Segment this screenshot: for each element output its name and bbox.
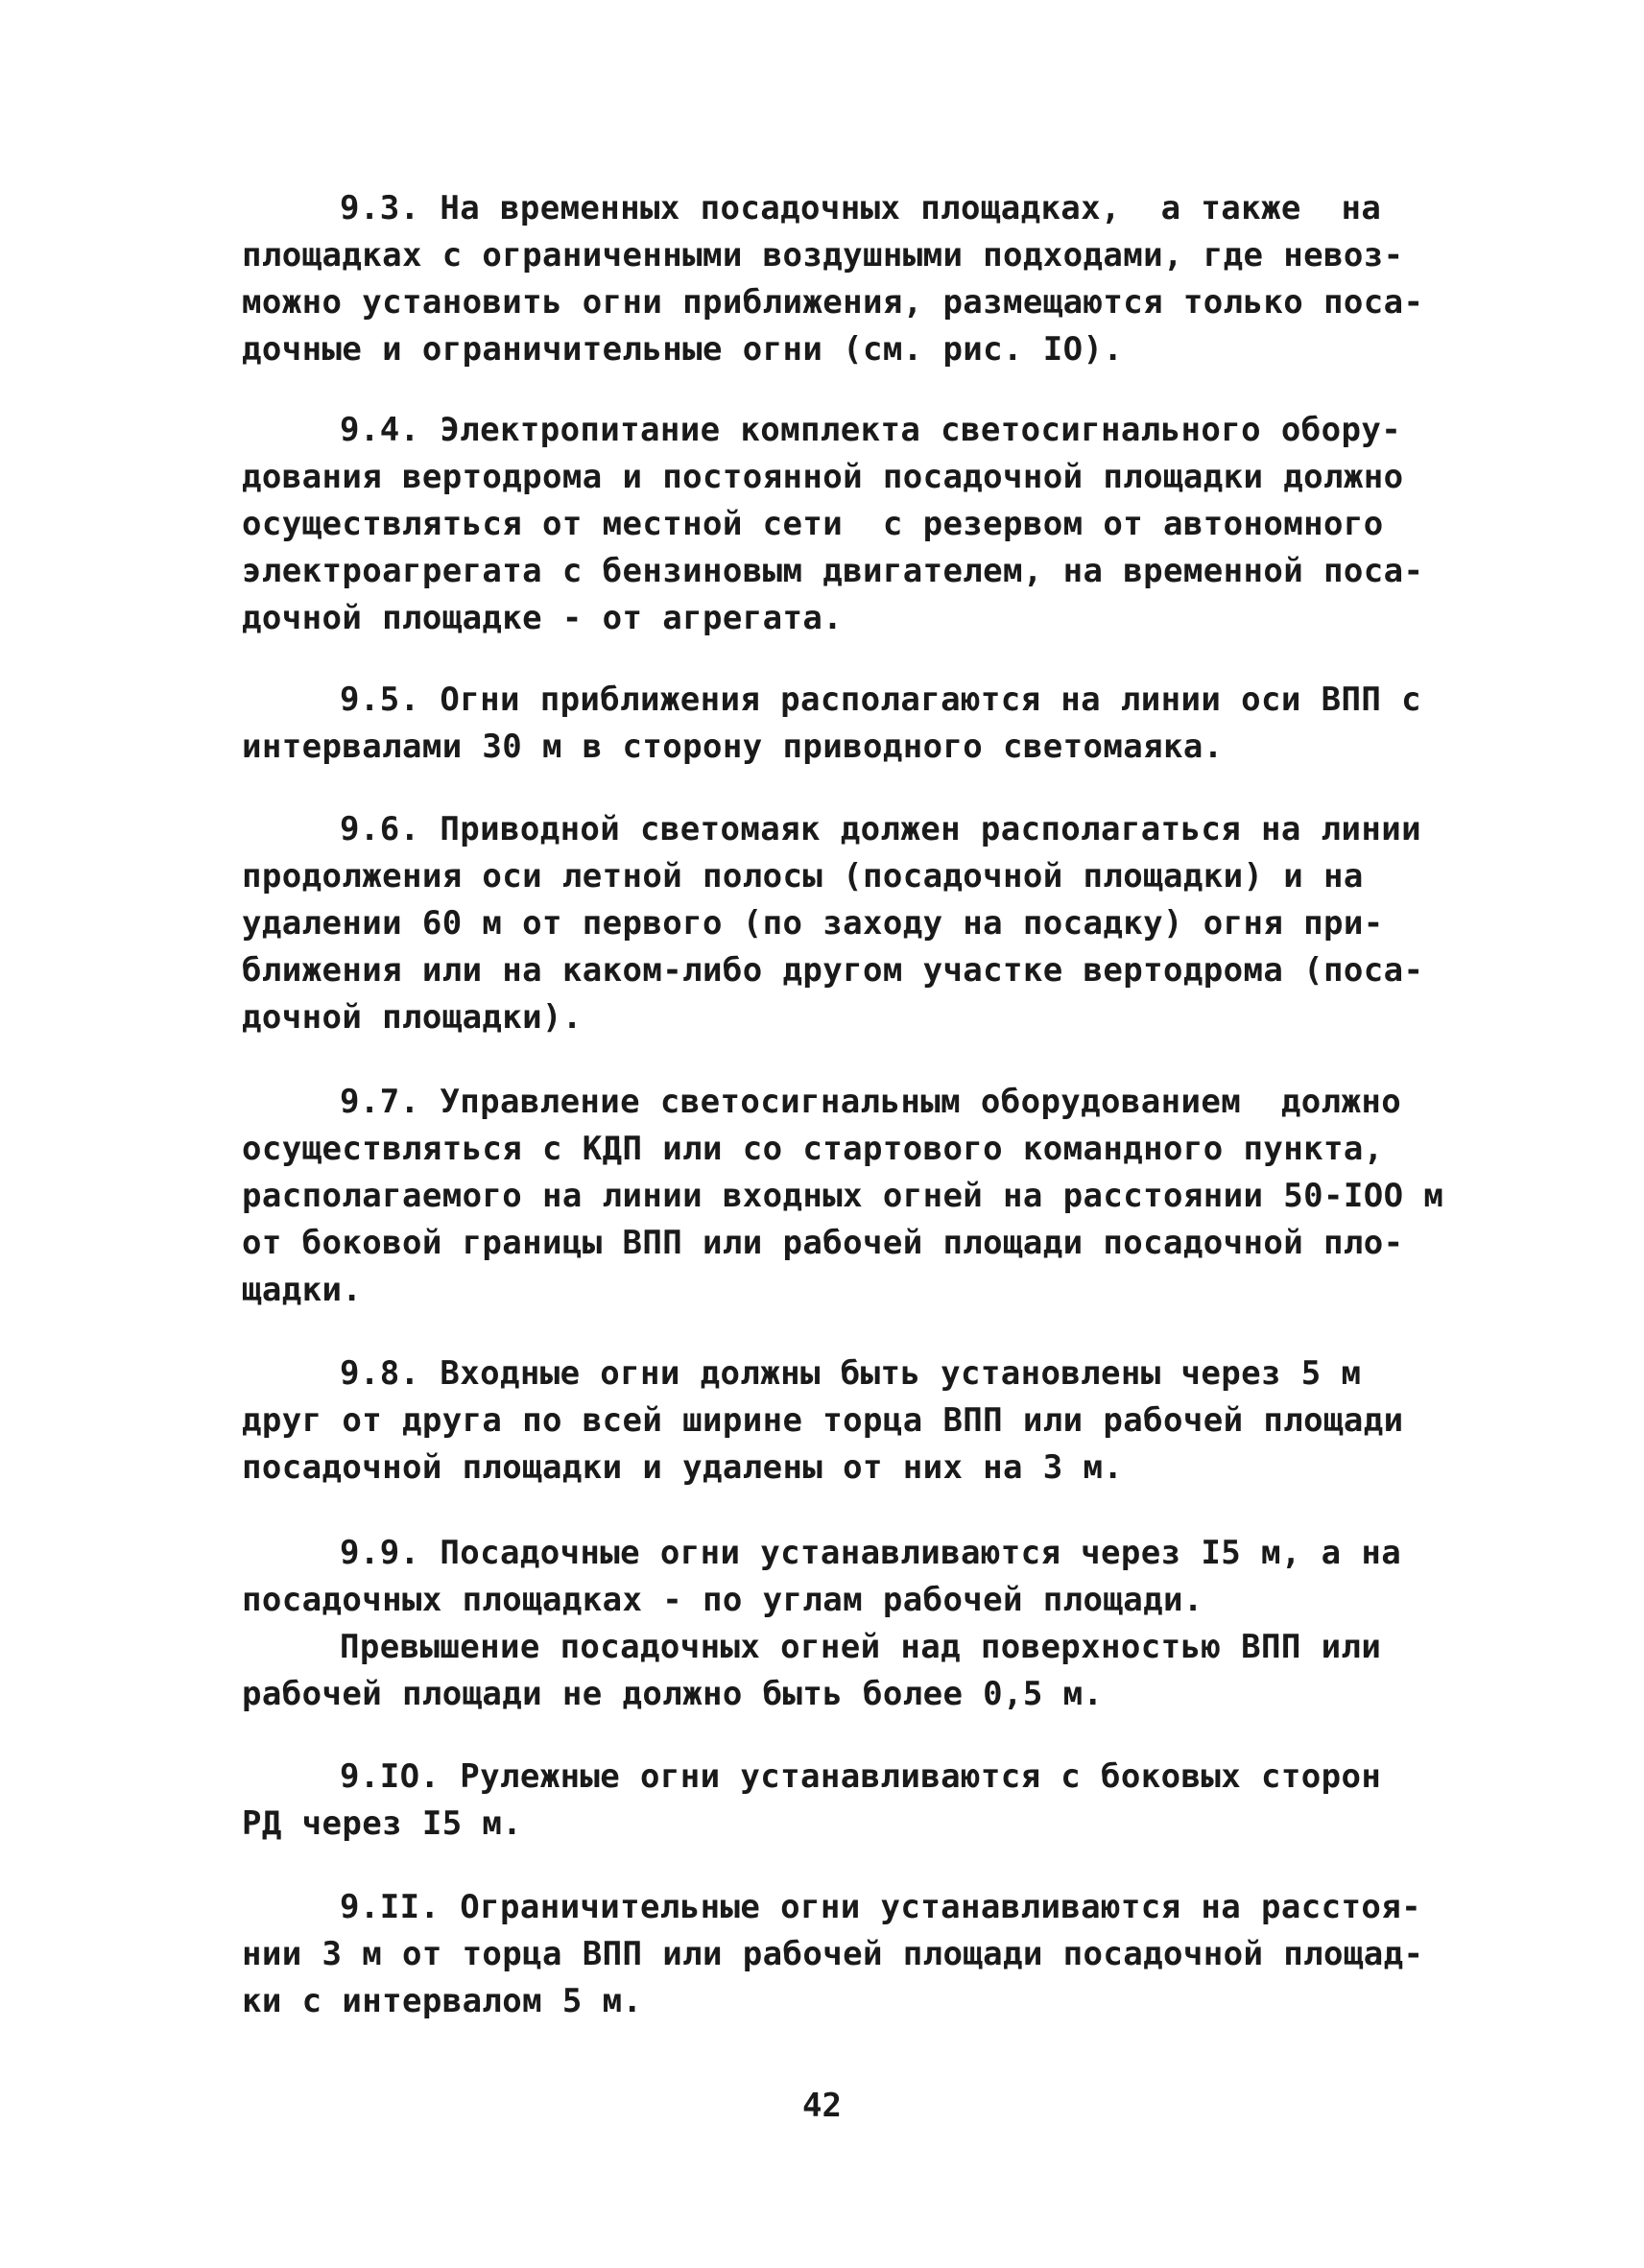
paragraph-9-3 xyxy=(242,185,1432,373)
text-line: 9.5. Огни приближения располагаются на линии оси ВПП с xyxy=(340,680,1421,719)
text-line: друг от друга по всей ширине торца ВПП или рабочей площади xyxy=(242,1401,1404,1440)
text-line: 9.6. Приводной светомаяк должен располагаться на линии xyxy=(340,810,1421,848)
text-line: посадочной площадки и удалены от них на 3 м. xyxy=(242,1448,1124,1487)
text-line: посадочных площадках - по углам рабочей площади. xyxy=(242,1581,1203,1619)
text-line: 9.II. Ограничительные огни устанавливаются на расстоя- xyxy=(340,1888,1421,1926)
paragraph-9-5 xyxy=(242,677,1432,771)
paragraph-9-8 xyxy=(242,1350,1432,1492)
text-line: осуществляться с КДП или со стартового командного пункта, xyxy=(242,1130,1384,1168)
text-line: 9.9. Посадочные огни устанавливаются через I5 м, а на xyxy=(340,1534,1402,1572)
text-line: осуществляться от местной сети с резервом от автономного xyxy=(242,505,1384,543)
paragraph-9-10 xyxy=(242,1754,1432,1848)
paragraph-9-9 xyxy=(242,1530,1432,1718)
text-line: 9.3. На временных посадочных площадках, а также на xyxy=(340,189,1382,227)
paragraph-9-11 xyxy=(242,1884,1432,2025)
text-line: от боковой границы ВПП или рабочей площади посадочной пло- xyxy=(242,1224,1404,1262)
paragraph-9-6 xyxy=(242,806,1432,1041)
text-line: нии 3 м от торца ВПП или рабочей площади посадочной площад- xyxy=(242,1935,1424,1973)
text-line: рабочей площади не должно быть более 0,5 м. xyxy=(242,1675,1104,1713)
text-line: дования вертодрома и постоянной посадочной площадки должно xyxy=(242,458,1404,496)
text-line: РД через I5 м. xyxy=(242,1804,523,1843)
text-line: 9.4. Электропитание комплекта светосигнального обору- xyxy=(340,411,1402,449)
text-line: продолжения оси летной полосы (посадочной площадки) и на xyxy=(242,857,1364,895)
paragraph-9-4 xyxy=(242,407,1432,642)
text-line: дочные и ограничительные огни (см. рис. IO). xyxy=(242,330,1124,369)
text-line: электроагрегата с бензиновым двигателем, на временной поса- xyxy=(242,552,1424,590)
text-line: можно установить огни приближения, размещаются только поса- xyxy=(242,283,1424,322)
text-line: 9.7. Управление светосигнальным оборудованием должно xyxy=(340,1083,1402,1121)
paragraph-9-7 xyxy=(242,1079,1444,1314)
text-line: 9.IO. Рулежные огни устанавливаются с боковых сторон xyxy=(340,1757,1382,1796)
text-line: ки с интервалом 5 м. xyxy=(242,1982,643,2020)
text-line: щадки. xyxy=(242,1271,363,1309)
page-number: 42 xyxy=(802,2087,842,2125)
text-line: ближения или на каком-либо другом участке вертодрома (поса- xyxy=(242,951,1424,990)
text-line: площадках с ограниченными воздушными подходами, где невоз- xyxy=(242,236,1404,275)
text-line: 9.8. Входные огни должны быть установлены через 5 м xyxy=(340,1354,1362,1393)
text-line: дочной площадки). xyxy=(242,998,583,1037)
text-line: дочной площадке - от агрегата. xyxy=(242,599,844,637)
text-line: располагаемого на линии входных огней на расстоянии 50-IOO м xyxy=(242,1177,1444,1215)
text-line: Превышение посадочных огней над поверхностью ВПП или xyxy=(340,1628,1382,1666)
text-line: интервалами 30 м в сторону приводного светомаяка. xyxy=(242,728,1224,766)
text-line: удалении 60 м от первого (по заходу на посадку) огня при- xyxy=(242,904,1384,943)
